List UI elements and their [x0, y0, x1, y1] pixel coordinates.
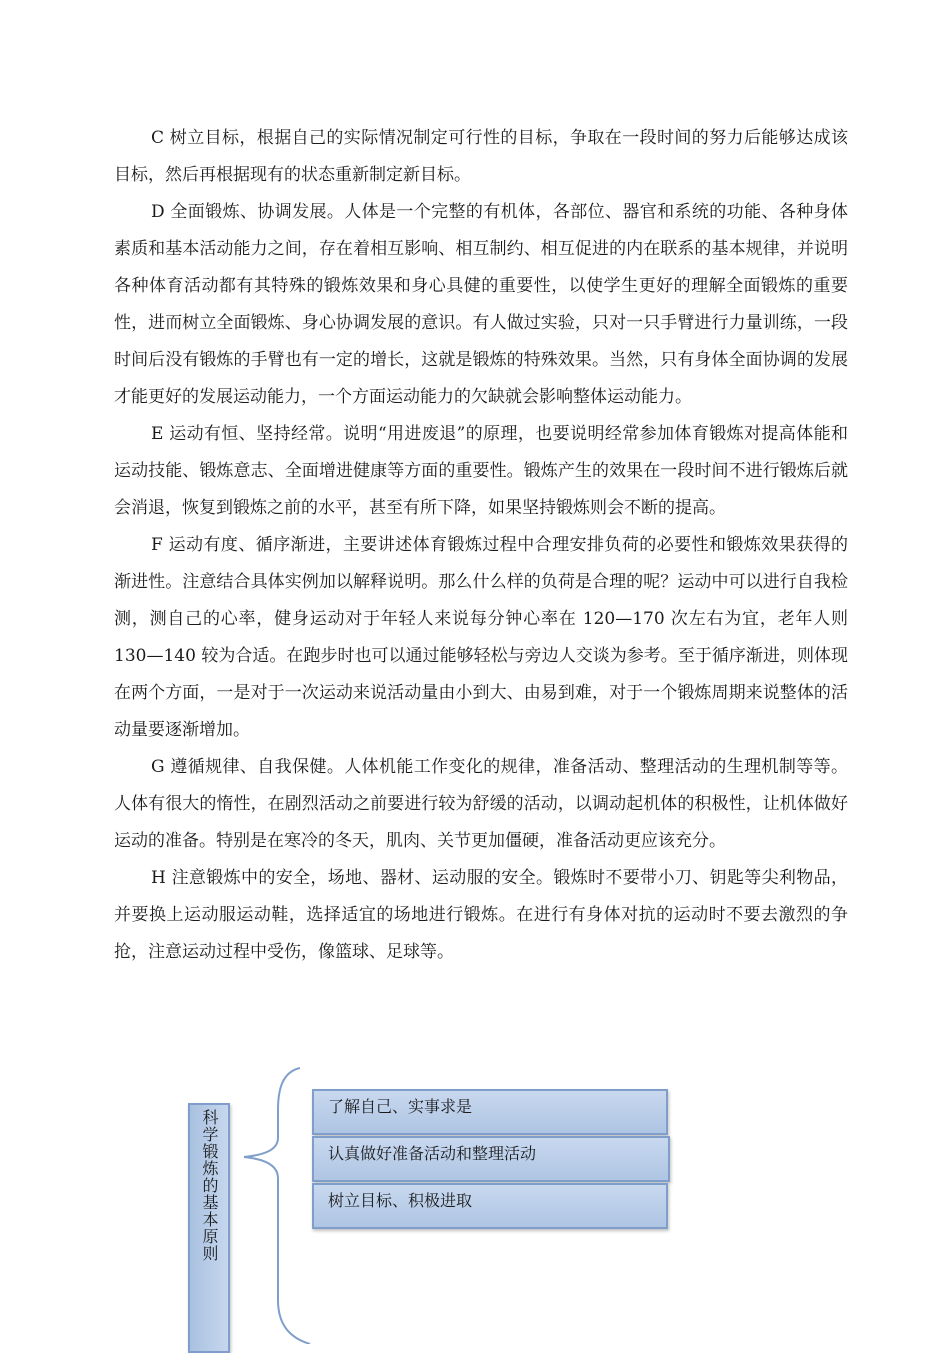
paragraph-h: H 注意锻炼中的安全，场地、器材、运动服的安全。锻炼时不要带小刀、钥匙等尖利物品，并要换上运动服运动鞋，选择适宜的场地进行锻炼。在进行有身体对抗的运动时不要去激烈的争抢，注意运动过程中受伤，像篮球、足球等。	[114, 868, 848, 962]
principle-box-1	[312, 1089, 668, 1135]
principle-label-2: 认真做好准备活动和整理活动	[328, 1144, 537, 1163]
principle-label-1: 了解自己、实事求是	[328, 1097, 473, 1116]
root-principle-label: 科学锻炼的基本原则	[200, 1109, 219, 1262]
paragraph-f: F 运动有度、循序渐进，主要讲述体育锻炼过程中合理安排负荷的必要性和锻炼效果获得的渐进性。注意结合具体实例加以解释说明。那么什么样的负荷是合理的呢？运动中可以进行自我检测，测自己的心率，健身运动对于年轻人来说每分钟心率在 120—170 次左右为宜，老年人则 130—140 较为合适。在跑步时也可以通过能够轻松与旁边人交谈为参考。至于循序渐进，则体现在两个方面，一是对于一次运动来说活动量由小到大、由易到难，对于一个锻炼周期来说整体的活动量要逐渐增加。	[114, 535, 848, 740]
root-principle-box	[188, 1103, 230, 1353]
paragraph-d: D 全面锻炼、协调发展。人体是一个完整的有机体，各部位、器官和系统的功能、各种身体素质和基本活动能力之间，存在着相互影响、相互制约、相互促进的内在联系的基本规律，并说明各种体育活动都有其特殊的锻炼效果和身心具健的重要性，以使学生更好的理解全面锻炼的重要性，进而树立全面锻炼、身心协调发展的意识。有人做过实验，只对一只手臂进行力量训练，一段时间后没有锻炼的手臂也有一定的增长，这就是锻炼的特殊效果。当然，只有身体全面协调的发展才能更好的发展运动能力，一个方面运动能力的欠缺就会影响整体运动能力。	[114, 202, 848, 407]
left-brace	[244, 1068, 310, 1344]
body-text	[114, 120, 848, 971]
paragraph-e: E 运动有恒、坚持经常。说明“用进废退”的原理，也要说明经常参加体育锻炼对提高体能和运动技能、锻炼意志、全面增进健康等方面的重要性。锻炼产生的效果在一段时间不进行锻炼后就会消退，恢复到锻炼之前的水平，甚至有所下降，如果坚持锻炼则会不断的提高。	[114, 424, 848, 518]
paragraph-c: C 树立目标，根据自己的实际情况制定可行性的目标，争取在一段时间的努力后能够达成该目标，然后再根据现有的状态重新制定新目标。	[114, 128, 848, 185]
principle-box-2	[312, 1136, 670, 1182]
principle-box-3	[312, 1183, 668, 1229]
paragraph-g: G 遵循规律、自我保健。人体机能工作变化的规律，准备活动、整理活动的生理机制等等。人体有很大的惰性，在剧烈活动之前要进行较为舒缓的活动，以调动起机体的积极性，让机体做好运动的准备。特别是在寒冷的冬天，肌肉、关节更加僵硬，准备活动更应该充分。	[114, 757, 848, 851]
principle-label-3: 树立目标、积极进取	[328, 1191, 473, 1210]
